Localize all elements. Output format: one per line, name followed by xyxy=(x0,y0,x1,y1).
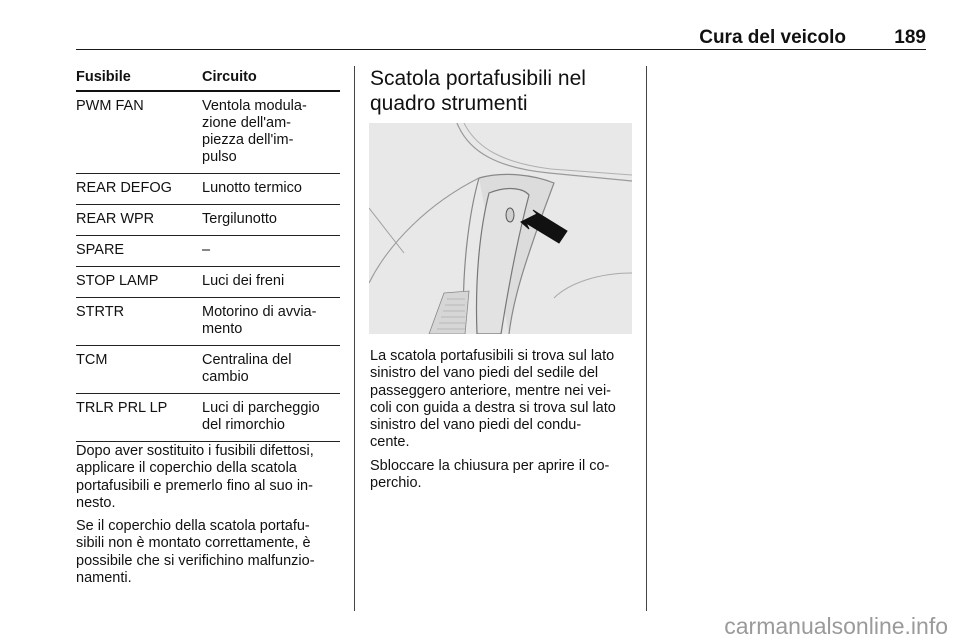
fuse-name-cell: TCM xyxy=(76,352,108,368)
paragraph-cover-warning: Se il coperchio della scatola portafu- sibili non è montato correttamente, è possibile che si verifichino malfunzio- namenti. xyxy=(76,518,315,587)
section-heading: Scatola portafusibili nel quadro strumenti xyxy=(370,67,586,115)
fuse-replacement-text xyxy=(76,443,342,593)
circuit-line: piezza dell'im- xyxy=(202,132,294,148)
circuit-cell xyxy=(202,242,340,259)
fuse-name-cell: REAR DEFOG xyxy=(76,180,172,196)
circuit-cell xyxy=(202,98,340,166)
column-header-circuit: Circuito xyxy=(202,69,257,85)
fuse-name-cell: PWM FAN xyxy=(76,98,144,114)
circuit-cell xyxy=(202,180,340,197)
paragraph-replace-fuses: Dopo aver sostituito i fusibili difettosi, applicare il coperchio della scatola portafusibili e premerlo fino al suo in- nesto. xyxy=(76,443,314,511)
fuse-name-cell: TRLR PRL LP xyxy=(76,400,168,416)
dashboard-fusebox-drawing xyxy=(369,123,632,334)
table-row xyxy=(76,92,340,174)
fuse-name-cell: REAR WPR xyxy=(76,211,155,227)
table-row xyxy=(76,298,340,346)
circuit-line: Luci di parcheggio xyxy=(202,400,320,416)
circuit-line: Ventola modula- xyxy=(202,98,307,114)
table-row xyxy=(76,236,340,267)
paragraph-open-cover: Sbloccare la chiusura per aprire il co- perchio. xyxy=(370,457,610,492)
fuse-box-illustration xyxy=(369,123,632,334)
circuit-cell xyxy=(202,273,340,290)
fuse-table-header xyxy=(76,68,340,92)
circuit-line: Lunotto termico xyxy=(202,180,302,196)
circuit-line: zione dell'am- xyxy=(202,115,292,131)
circuit-line: pulso xyxy=(202,149,237,165)
page-number: 189 xyxy=(894,27,926,48)
circuit-line: mento xyxy=(202,321,243,337)
circuit-line: del rimorchio xyxy=(202,417,285,433)
circuit-line: cambio xyxy=(202,369,249,385)
page-header xyxy=(76,27,926,50)
circuit-cell xyxy=(202,400,340,434)
column-header-fuse: Fusibile xyxy=(76,69,131,85)
table-row xyxy=(76,346,340,394)
column-divider-left xyxy=(354,66,355,611)
circuit-cell xyxy=(202,211,340,228)
chapter-title: Cura del veicolo xyxy=(699,27,846,48)
fuse-table xyxy=(76,68,340,442)
circuit-cell xyxy=(202,352,340,386)
column-divider-right xyxy=(646,66,647,611)
table-row xyxy=(76,267,340,298)
circuit-line: – xyxy=(202,242,211,258)
circuit-line: Luci dei freni xyxy=(202,273,285,289)
circuit-line: Tergilunotto xyxy=(202,211,277,227)
table-row xyxy=(76,205,340,236)
watermark: carmanualsonline.info xyxy=(724,613,948,639)
table-row xyxy=(76,174,340,205)
fuse-box-location-text xyxy=(370,348,636,498)
paragraph-location: La scatola portafusibili si trova sul lato sinistro del vano piedi del sedile del passeggero anteriore, mentre nei vei- coli con guida a destra si trova sul lato sinistro del vano piedi del condu- cente. xyxy=(370,348,616,451)
circuit-cell xyxy=(202,304,340,338)
circuit-line: Centralina del xyxy=(202,352,292,368)
circuit-line: Motorino di avvia- xyxy=(202,304,317,320)
fuse-name-cell: STRTR xyxy=(76,304,125,320)
fuse-name-cell: SPARE xyxy=(76,242,125,258)
table-row xyxy=(76,394,340,442)
fuse-name-cell: STOP LAMP xyxy=(76,273,159,289)
